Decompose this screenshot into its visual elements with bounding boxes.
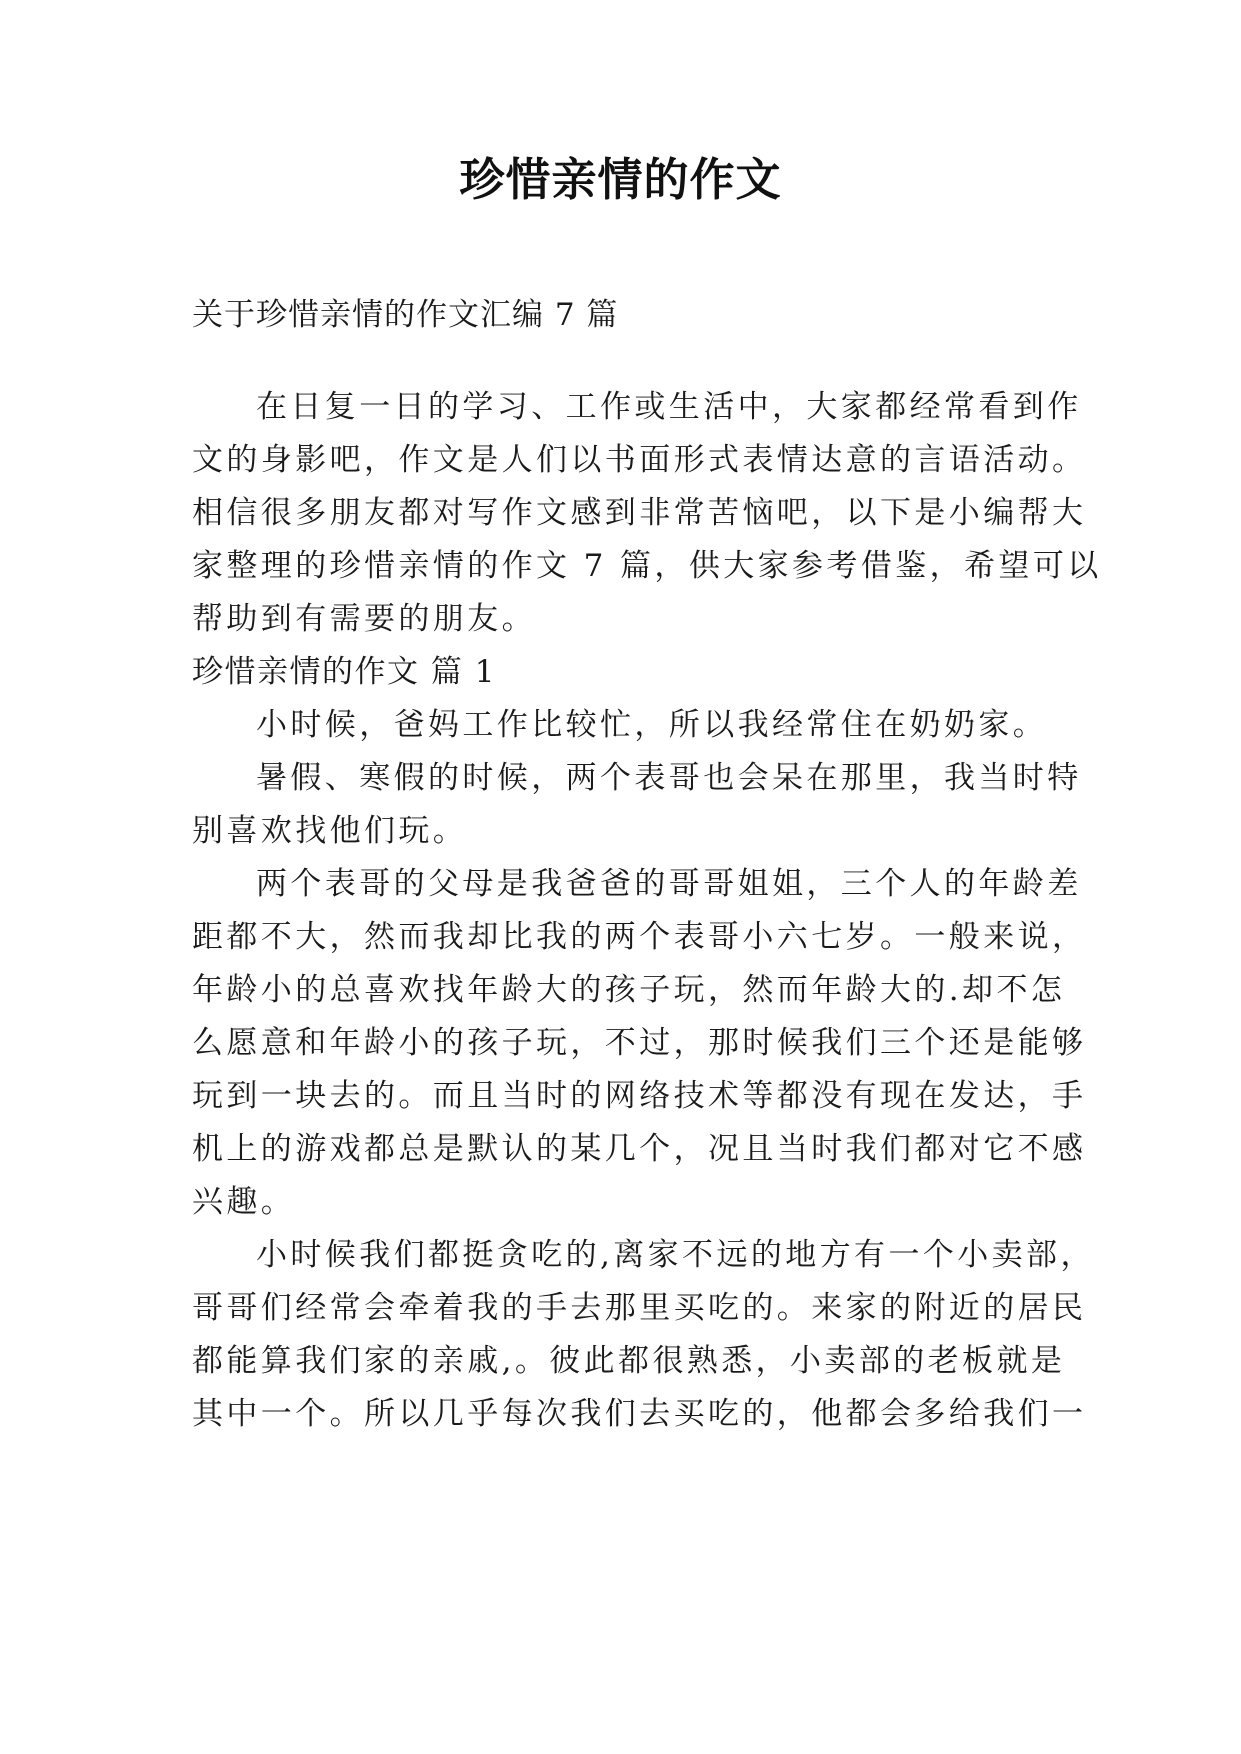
paragraph-line: 别喜欢找他们玩。 [192, 813, 468, 849]
paragraph-line: 玩到一块去的。而且当时的网络技术等都没有现在发达，手 [192, 1078, 1087, 1114]
section-heading: 珍惜亲情的作文 篇 1 [192, 654, 496, 690]
paragraph-line: 都能算我们家的亲戚,。彼此都很熟悉，小卖部的老板就是 [192, 1343, 1066, 1379]
paragraph-line: 哥哥们经常会牵着我的手去那里买吃的。来家的附近的居民 [192, 1290, 1087, 1326]
paragraph-line: 暑假、寒假的时候，两个表哥也会呆在那里，我当时特 [256, 760, 1082, 796]
paragraph-line: 年龄小的总喜欢找年龄大的孩子玩，然而年龄大的.却不怎 [192, 972, 1066, 1008]
document-subtitle: 关于珍惜亲情的作文汇编 7 篇 [192, 297, 619, 333]
intro-line: 帮助到有需要的朋友。 [192, 601, 536, 637]
intro-line: 在日复一日的学习、工作或生活中，大家都经常看到作 [256, 389, 1082, 425]
paragraph-line: 兴趣。 [192, 1184, 296, 1220]
intro-line: 家整理的珍惜亲情的作文 7 篇，供大家参考借鉴，希望可以 [192, 548, 1102, 584]
paragraph-line: 距都不大，然而我却比我的两个表哥小六七岁。一般来说， [192, 919, 1087, 955]
intro-line: 相信很多朋友都对写作文感到非常苦恼吧，以下是小编帮大 [192, 495, 1087, 531]
paragraph-line: 小时候，爸妈工作比较忙，所以我经常住在奶奶家。 [256, 707, 1048, 743]
paragraph-line: 两个表哥的父母是我爸爸的哥哥姐姐，三个人的年龄差 [256, 866, 1082, 902]
paragraph-line: 其中一个。所以几乎每次我们去买吃的，他都会多给我们一 [192, 1396, 1087, 1432]
intro-line: 文的身影吧，作文是人们以书面形式表情达意的言语活动。 [192, 442, 1087, 478]
paragraph-line: 小时候我们都挺贪吃的,离家不远的地方有一个小卖部， [256, 1237, 1095, 1273]
paragraph-line: 么愿意和年龄小的孩子玩，不过，那时候我们三个还是能够 [192, 1025, 1087, 1061]
paragraph-line: 机上的游戏都总是默认的某几个，况且当时我们都对它不感 [192, 1131, 1087, 1167]
document-title: 珍惜亲情的作文 [459, 153, 782, 206]
